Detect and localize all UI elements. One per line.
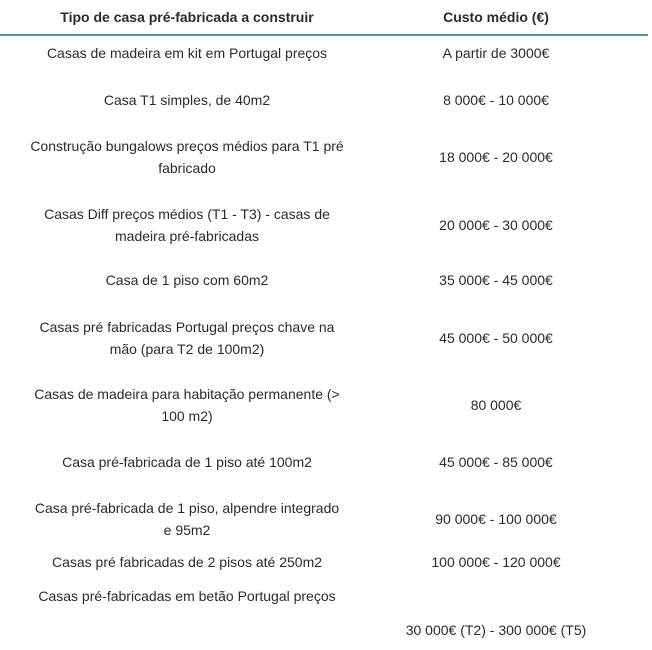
- table-row: [0, 202, 648, 248]
- row-cost: 30 000€ (T2) - 300 000€ (T5): [405, 622, 587, 638]
- row-type: Construção bungalows preços médios para T1 pré fabricado: [30, 138, 344, 176]
- table-row: [0, 315, 648, 361]
- row-type: Casa T1 simples, de 40m2: [103, 92, 271, 108]
- column-header-cost: Custo médio (€): [443, 9, 549, 25]
- row-type: Casa de 1 piso com 60m2: [105, 272, 269, 288]
- table-row: [0, 496, 648, 542]
- row-type: Casas pré-fabricadas em betão Portugal preços: [38, 588, 336, 604]
- row-cost: 90 000€ - 100 000€: [435, 511, 557, 527]
- row-cost: 80 000€: [470, 397, 522, 413]
- table-row: [0, 547, 648, 577]
- table-row: [0, 585, 648, 641]
- row-type: Casas pré fabricadas Portugal preços chave na mão (para T2 de 100m2): [39, 319, 335, 357]
- row-cost: 45 000€ - 50 000€: [439, 330, 553, 346]
- row-type: Casa pré-fabricada de 1 piso até 100m2: [62, 454, 312, 470]
- table-row: [0, 134, 648, 180]
- column-header-type: Tipo de casa pré-fabricada a construir: [60, 9, 314, 25]
- row-cost: 20 000€ - 30 000€: [439, 217, 553, 233]
- table-row: [0, 447, 648, 477]
- row-type: Casas de madeira em kit em Portugal preços: [46, 45, 328, 61]
- row-type: Casas de madeira para habitação permanente (> 100 m2): [34, 386, 340, 424]
- row-cost: 8 000€ - 10 000€: [443, 92, 549, 108]
- row-cost: A partir de 3000€: [442, 45, 550, 61]
- table-row: [0, 38, 648, 68]
- row-type: Casas pré fabricadas de 2 pisos até 250m2: [51, 554, 323, 570]
- table-row: [0, 382, 648, 428]
- row-cost: 100 000€ - 120 000€: [431, 554, 561, 570]
- table-row: [0, 265, 648, 295]
- row-cost: 18 000€ - 20 000€: [439, 149, 553, 165]
- row-type: Casa pré-fabricada de 1 piso, alpendre integrado e 95m2: [34, 500, 340, 538]
- row-cost: 45 000€ - 85 000€: [439, 454, 553, 470]
- table-header: [0, 0, 648, 36]
- table-row: [0, 85, 648, 115]
- row-cost: 35 000€ - 45 000€: [439, 272, 553, 288]
- row-type: Casas Diff preços médios (T1 - T3) - casas de madeira pré-fabricadas: [44, 206, 330, 244]
